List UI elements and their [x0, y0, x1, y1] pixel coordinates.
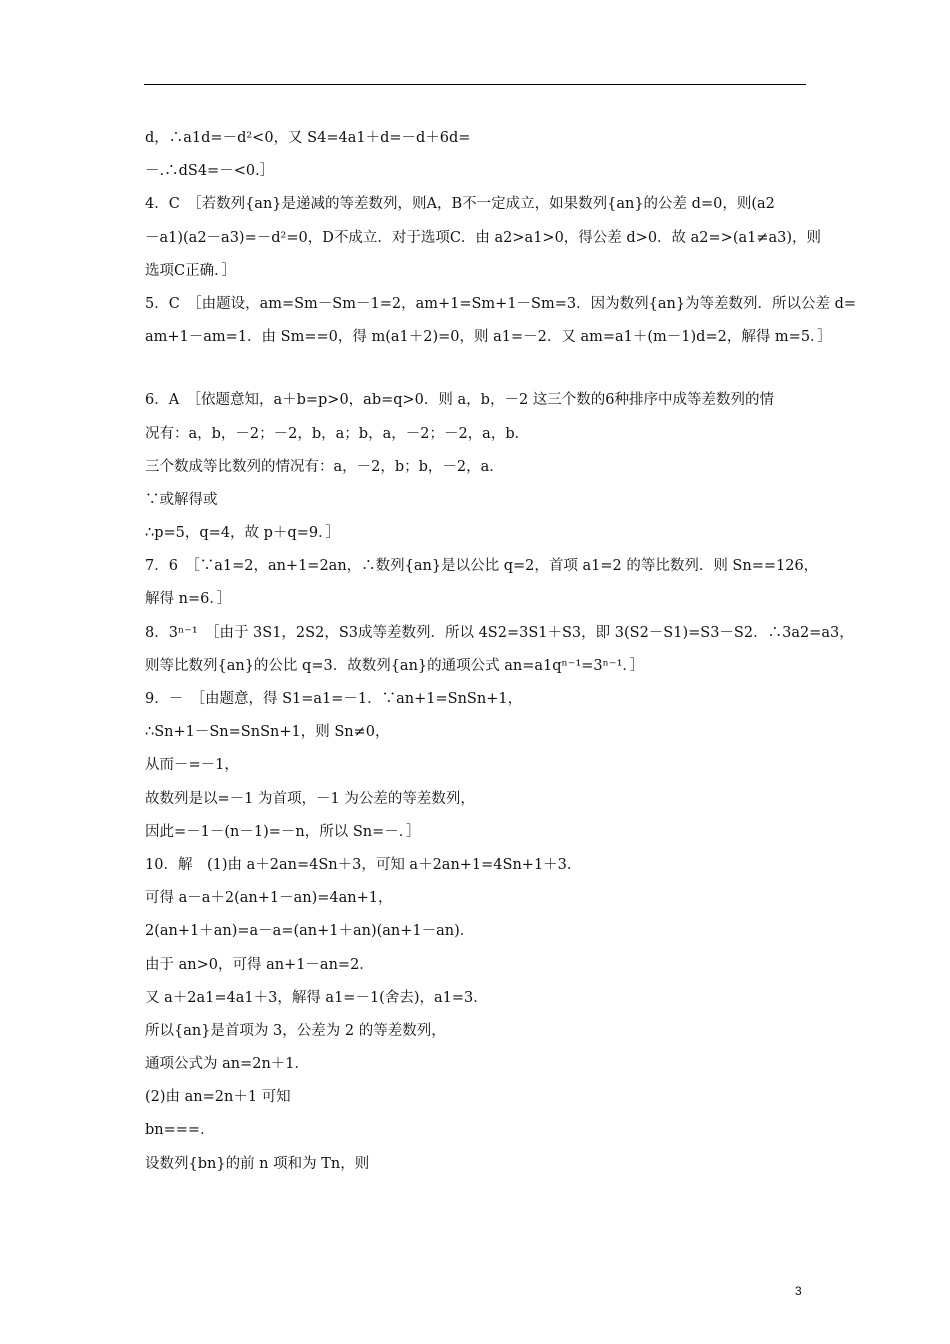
text-line: 6．A ［依题意知，a＋b=p>0，ab=q>0．则 a，b，－2 这三个数的6种排序中成等差数列的情: [145, 392, 775, 409]
text-line: 因此=－1－(n－1)=－n，所以 Sn=－．］: [145, 823, 421, 840]
text-line: 7．6 ［∵a1=2，an+1=2an，∴数列{an}是以公比 q=2，首项 a1=2 的等比数列．则 Sn==126，: [145, 558, 819, 575]
text-line: 可得 a－a＋2(an+1－an)=4an+1，: [145, 890, 393, 907]
text-line: 9．－ ［由题意，得 S1=a1=－1．∵an+1=SnSn+1，: [145, 691, 523, 707]
paragraph-gap: [145, 354, 810, 384]
header-rule: [144, 84, 806, 85]
solution-text: [145, 122, 857, 1181]
text-line: 设数列{bn}的前 n 项和为 Tn，则: [145, 1155, 370, 1172]
text-line: d，∴a1d=－d²<0，又 S4=4a1＋d=－d＋6d=: [145, 130, 471, 146]
text-line: 由于 an>0，可得 an+1－an=2．: [145, 956, 374, 973]
page-number: 3: [795, 1284, 802, 1298]
text-line: 况有：a，b，－2；－2，b，a；b，a，－2；－2，a，b．: [145, 425, 530, 442]
text-line: ∵或解得或: [145, 491, 218, 508]
text-line: ∴p=5，q=4，故 p＋q=9．］: [145, 525, 340, 542]
text-line: 所以{an}是首项为 3，公差为 2 的等差数列，: [145, 1022, 446, 1039]
text-line: bn===．: [145, 1122, 215, 1139]
text-line: 10．解 (1)由 a＋2an=4Sn＋3，可知 a＋2an+1=4Sn+1＋3．: [145, 856, 582, 873]
text-line: am+1－am=1．由 Sm==0，得 m(a1＋2)=0，则 a1=－2．又 am=a1＋(m－1)d=2，解得 m=5．］: [145, 329, 832, 346]
text-line: －a1)(a2－a3)=－d²=0，D不成立．对于选项C．由 a2>a1>0，得公差 d>0．故 a2=>(a1≠a3)，则: [145, 229, 822, 246]
text-line: 从而－=－1，: [145, 757, 239, 774]
text-line: ∴Sn+1－Sn=SnSn+1，则 Sn≠0，: [145, 724, 390, 741]
text-line: 三个数成等比数列的情况有：a，－2，b；b，－2，a．: [145, 458, 504, 475]
text-line: －.∴dS4=－<0.］: [145, 163, 275, 180]
text-line: 故数列是以=－1 为首项，－1 为公差的等差数列，: [145, 790, 475, 807]
text-line: 4．C ［若数列{an}是递减的等差数列，则A，B不一定成立，如果数列{an}的公差 d=0，则(a2: [145, 196, 775, 213]
text-line: 5．C ［由题设，am=Sm－Sm－1=2，am+1=Sm+1－Sm=3．因为数列{an}为等差数列．所以公差 d=: [145, 295, 857, 312]
text-line: 解得 n=6．］: [145, 591, 232, 608]
text-line: 又 a＋2a1=4a1＋3，解得 a1=－1(舍去)，a1=3．: [145, 989, 488, 1006]
text-line: 选项C正确．］: [145, 262, 236, 279]
text-line: 则等比数列{an}的公比 q=3．故数列{an}的通项公式 an=a1qⁿ⁻¹=3ⁿ⁻¹．］: [145, 657, 645, 674]
text-line: 2(an+1＋an)=a－a=(an+1＋an)(an+1－an)．: [145, 923, 475, 940]
text-line: 通项公式为 an=2n＋1．: [145, 1056, 310, 1073]
text-line: 8．3ⁿ⁻¹ ［由于 3S1，2S2，S3成等差数列．所以 4S2=3S1＋S3，即 3(S2－S1)=S3－S2．∴3a2=a3，: [145, 624, 854, 641]
text-line: (2)由 an=2n＋1 可知: [145, 1089, 291, 1106]
